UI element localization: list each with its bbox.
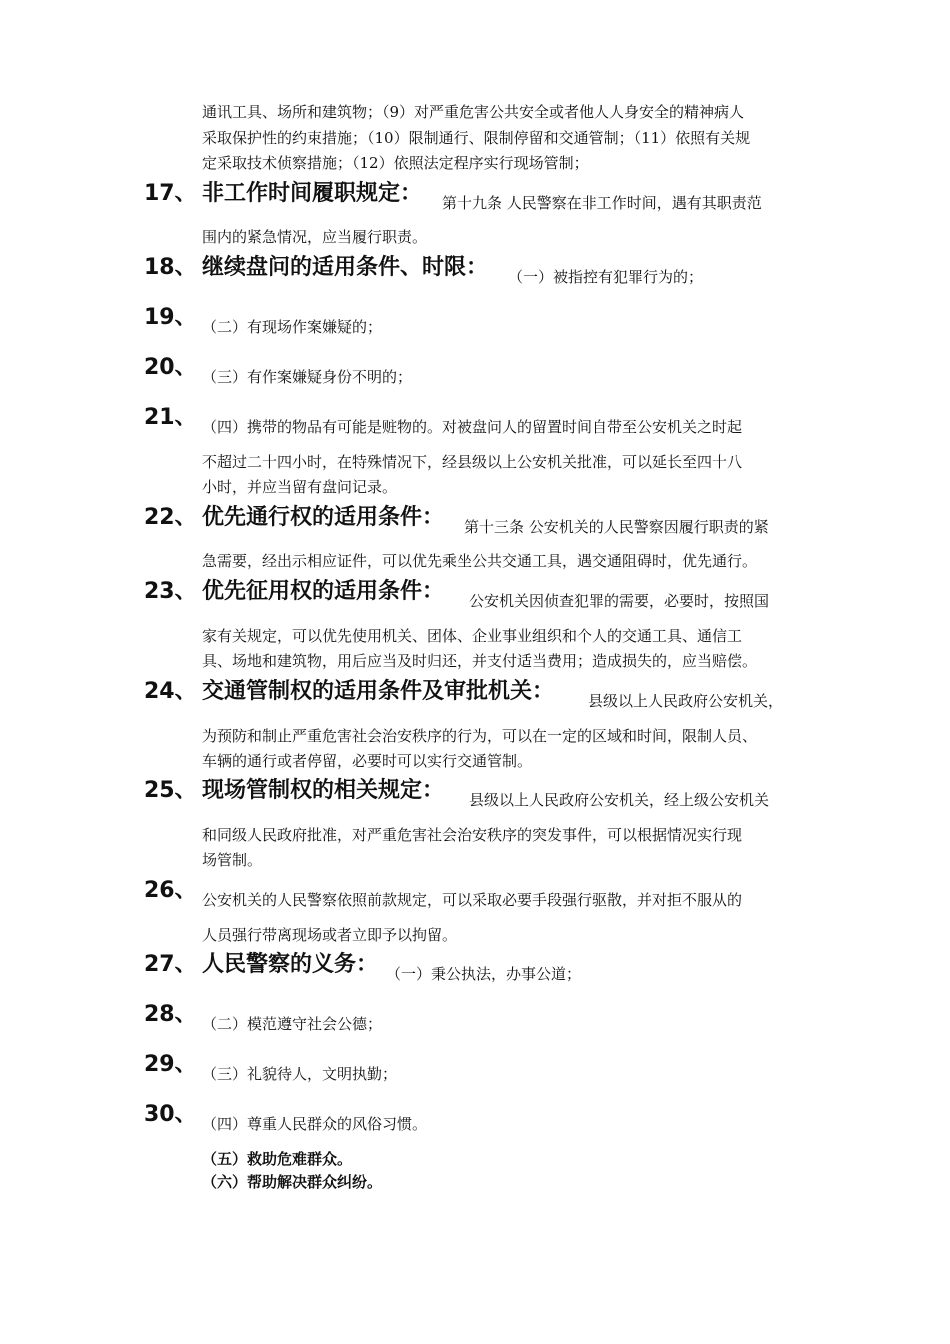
item-number: 21、 [144,405,197,430]
item-text: 家有关规定，可以优先使用机关、团体、企业事业组织和个人的交通工具、通信工 [202,627,743,645]
intro-line: 通讯工具、场所和建筑物；（9）对严重危害公共安全或者他人人身安全的精神病人 [202,103,745,121]
item-number: 18、 [144,255,197,280]
trailing-line: （六）帮助解决群众纠纷。 [202,1173,383,1191]
item-text: （四）尊重人民群众的风俗习惯。 [202,1115,428,1133]
item-text: （一）秉公执法，办事公道； [386,965,582,983]
intro-line: 定采取技术侦察措施；（12）依照法定程序实行现场管制； [202,154,589,172]
item-text: 第十三条 公安机关的人民警察因履行职责的紧 [464,518,769,536]
item-text: 车辆的通行或者停留，必要时可以实行交通管制。 [202,752,533,770]
item-number: 26、 [144,878,197,903]
item-text: （一）被指控有犯罪行为的； [508,268,704,286]
item-number: 22、 [144,505,197,530]
item-number: 24、 [144,679,197,704]
item-text: 县级以上人民政府公安机关， [588,692,784,710]
item-number: 19、 [144,305,197,330]
item-text: 场管制。 [202,851,263,869]
intro-line: 采取保护性的约束措施；（10）限制通行、限制停留和交通管制；（11）依照有关规 [202,129,751,147]
item-number: 25、 [144,778,197,803]
item-number: 29、 [144,1052,197,1077]
item-text: 急需要，经出示相应证件，可以优先乘坐公共交通工具，遇交通阻碍时，优先通行。 [202,552,758,570]
item-text: （三）有作案嫌疑身份不明的； [202,368,413,386]
item-text: 为预防和制止严重危害社会治安秩序的行为，可以在一定的区域和时间，限制人员、 [202,727,758,745]
item-text: 人员强行带离现场或者立即予以拘留。 [202,926,458,944]
item-text: 小时，并应当留有盘问记录。 [202,478,398,496]
item-text: （二）模范遵守社会公德； [202,1015,383,1033]
item-text: （二）有现场作案嫌疑的； [202,318,383,336]
item-number: 30、 [144,1102,197,1127]
item-heading: 继续盘问的适用条件、时限： [202,255,489,280]
item-text: 县级以上人民政府公安机关，经上级公安机关 [469,791,770,809]
item-number: 17、 [144,181,197,206]
item-text: 公安机关的人民警察依照前款规定，可以采取必要手段强行驱散，并对拒不服从的 [202,891,743,909]
item-text: 围内的紧急情况，应当履行职责。 [202,228,428,246]
item-text: 具、场地和建筑物，用后应当及时归还，并支付适当费用；造成损失的，应当赔偿。 [202,652,758,670]
item-text: 第十九条 人民警察在非工作时间，遇有其职责范 [442,194,762,212]
item-number: 20、 [144,355,197,380]
item-number: 23、 [144,579,197,604]
item-heading: 现场管制权的相关规定： [202,778,445,803]
item-heading: 优先征用权的适用条件： [202,579,445,604]
trailing-line: （五）救助危难群众。 [202,1150,353,1168]
item-text: 公安机关因侦查犯罪的需要，必要时，按照国 [469,592,770,610]
item-heading: 非工作时间履职规定： [202,181,423,206]
item-heading: 人民警察的义务： [202,952,379,977]
item-heading: 交通管制权的适用条件及审批机关： [202,679,555,704]
item-text: （四）携带的物品有可能是赃物的。对被盘问人的留置时间自带至公安机关之时起 [202,418,743,436]
item-number: 27、 [144,952,197,977]
item-text: 和同级人民政府批准，对严重危害社会治安秩序的突发事件，可以根据情况实行现 [202,826,743,844]
item-heading: 优先通行权的适用条件： [202,505,445,530]
item-number: 28、 [144,1002,197,1027]
item-text: （三）礼貌待人，文明执勤； [202,1065,398,1083]
item-text: 不超过二十四小时，在特殊情况下，经县级以上公安机关批准，可以延长至四十八 [202,453,743,471]
